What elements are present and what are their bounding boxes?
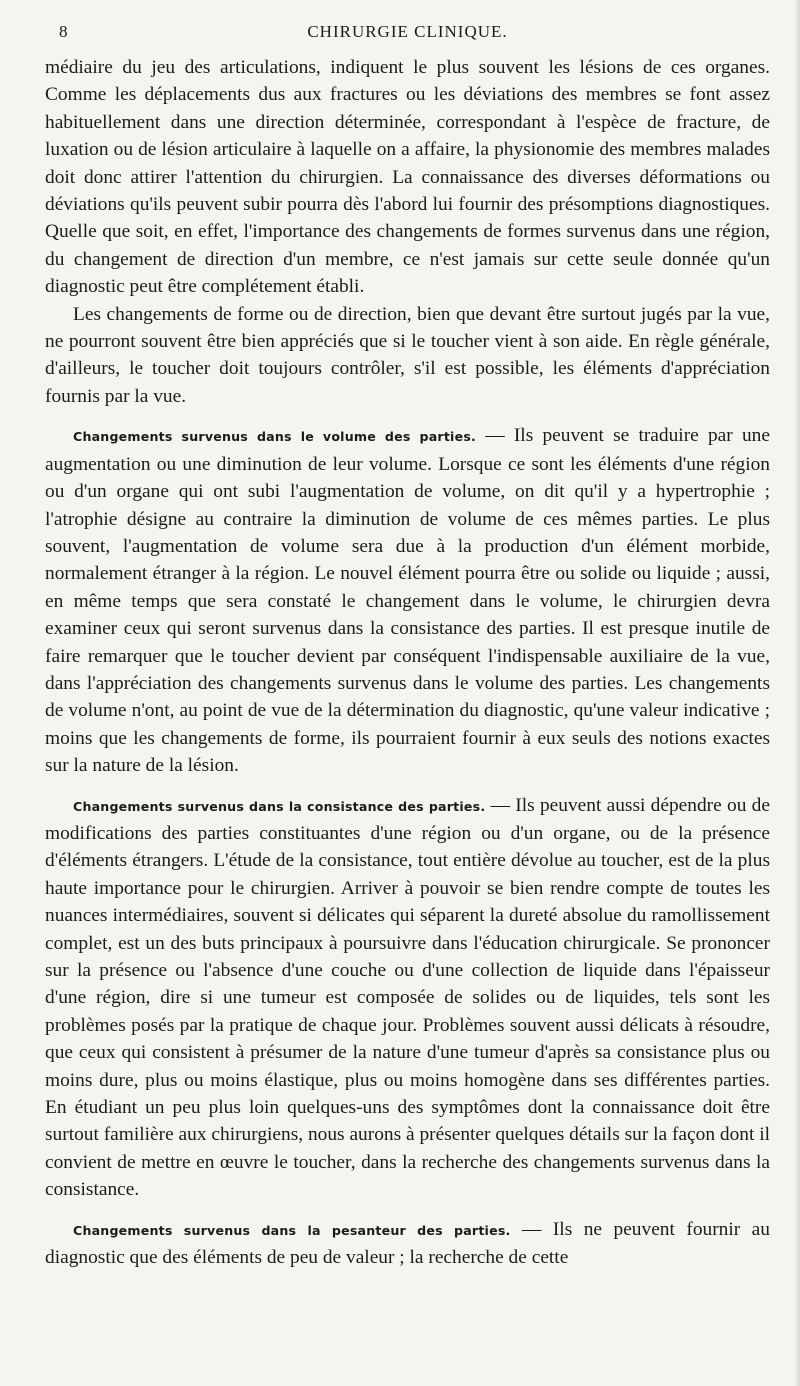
body-text <box>45 54 770 1271</box>
paragraph-continuation: médiaire du jeu des articulations, indiquent le plus souvent les lésions de ces organes. Comme les déplacements dus aux fractures ou les déviations des membres se font assez habituellement dans une direction déterminée, correspondant à l'espèce de fracture, de luxation ou de lésion articulaire à laquelle on a affaire, la physionomie des membres malades doit donc attirer l'attention du chirurgien. La connaissance des diverses déformations ou déviations qu'ils peuvent subir pourra dès l'abord lui fournir des présomptions diagnostiques. Quelle que soit, en effet, l'importance des changements de formes survenus dans une région, du changement de direction d'un membre, ce n'est jamais sur cette seule donnée qu'un diagnostic peut être complétement établi. <box>45 57 770 298</box>
section-consistance <box>45 792 770 1204</box>
page-number: 8 <box>59 22 69 41</box>
section-heading-pesanteur: Changements survenus dans la pesanteur des parties. <box>73 1222 511 1238</box>
section-heading-consistance: Changements survenus dans la consistance des parties. <box>73 798 486 814</box>
page-edge-shadow <box>794 0 800 1386</box>
paragraph-forme-direction: Les changements de forme ou de direction, bien que devant être surtout jugés par la vue, ne pourront souvent être bien appréciés que si le toucher vient à son aide. En règle générale, d'ailleurs, le toucher doit toujours contrôler, s'il est possible, les éléments d'appréciation fournis par la vue. <box>45 303 770 407</box>
section-pesanteur <box>45 1216 770 1272</box>
section-heading-volume: Changements survenus dans le volume des parties. <box>73 429 476 445</box>
running-header <box>45 22 770 50</box>
book-page <box>45 22 770 1271</box>
running-title: CHIRURGIE CLINIQUE. <box>307 22 508 41</box>
section-text-consistance: — Ils peuvent aussi dépendre ou de modifications des parties constituantes d'une région ou d'un organe, ou de la présence d'éléments étrangers. L'étude de la consistance, tout entière dévolue au toucher, est de la plus haute importance pour le chirurgien. Arriver à pouvoir se bien rendre compte de toutes les nuances intermédiaires, souvent si délicates qui séparent la dureté absolue du ramollissement complet, est un des buts principaux à poursuivre dans l'éducation chirurgicale. Se prononcer sur la présence ou l'absence d'une couche ou d'une collection de liquide dans l'épaisseur d'une région, dire si une tumeur est composée de solides ou de liquides, tels sont les problèmes posés par la pratique de chaque jour. Problèmes souvent aussi délicats à résoudre, que ceux qui consistent à présumer de la nature d'une tumeur d'après sa consistance plus ou moins dure, plus ou moins élastique, plus ou moins homogène dans ses différentes parties. En étudiant un peu plus loin quelques-uns des symptômes dont la connaissance doit être surtout familière aux chirurgiens, nous aurons à présenter quelques détails sur la façon dont il convient de mettre en œuvre le toucher, dans la recherche des changements survenus dans la consistance. <box>45 794 770 1201</box>
section-volume <box>45 422 770 779</box>
section-text-pesanteur: — Ils ne peuvent fournir au diagnostic que des éléments de peu de valeur ; la recherche de cette <box>45 1218 770 1269</box>
section-text-volume: — Ils peuvent se traduire par une augmentation ou une diminution de leur volume. Lorsque ce sont les éléments d'une région ou d'un organe qui ont subi l'augmentation de volume, on dit qu'il y a hypertrophie ; l'atrophie désigne au contraire la diminution de volume de ces mêmes parties. Le plus souvent, l'augmentation de volume sera due à la production d'un élément morbide, normalement étranger à la région. Le nouvel élément pourra être ou solide ou liquide ; aussi, en même temps que sera constaté le changement dans le volume, le chirurgien devra examiner ceux qui seront survenus dans la consistance des parties. Il est presque inutile de faire remarquer que le toucher devient par conséquent l'indispensable auxiliaire de la vue, dans l'appréciation des changements survenus dans le volume des parties. Les changements de volume n'ont, au point de vue de la détermination du diagnostic, qu'une valeur indicative ; moins que les changements de forme, ils pourraient fournir à eux seuls des notions exactes sur la nature de la lésion. <box>45 425 770 777</box>
